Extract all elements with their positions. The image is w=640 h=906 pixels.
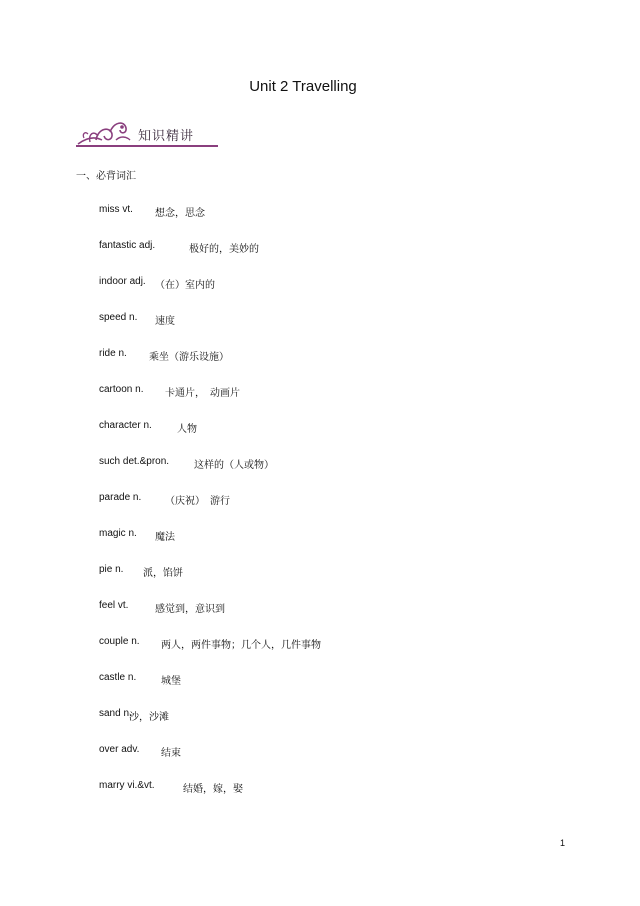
section-heading: 一、必背词汇 bbox=[76, 171, 136, 182]
vocab-word: sand n. bbox=[99, 708, 132, 719]
vocab-meaning: 城堡 bbox=[161, 676, 181, 687]
vocab-word: ride n. bbox=[99, 348, 127, 359]
vocab-word: indoor adj. bbox=[99, 276, 146, 287]
vocab-meaning: 速度 bbox=[155, 316, 175, 327]
banner-title: 知识精讲 bbox=[138, 129, 195, 144]
vocab-meaning: 结束 bbox=[161, 748, 181, 759]
vocab-word: marry vi.&vt. bbox=[99, 780, 155, 791]
vocab-word: miss vt. bbox=[99, 204, 133, 215]
vocab-word: such det.&pron. bbox=[99, 456, 170, 467]
vocab-word: parade n. bbox=[99, 492, 142, 503]
vocab-word: pie n. bbox=[99, 564, 124, 575]
vocab-meaning: 两人，两件事物；几个人，几件事物 bbox=[161, 640, 321, 651]
vocab-meaning: （庆祝） 游行 bbox=[165, 496, 230, 507]
vocab-meaning: 卡通片， 动画片 bbox=[165, 388, 240, 399]
page-title: Unit 2 Travelling bbox=[249, 78, 357, 95]
vocab-meaning: 极好的，美妙的 bbox=[189, 244, 259, 255]
vocab-meaning: 魔法 bbox=[155, 532, 175, 543]
floral-ornament-icon bbox=[76, 118, 136, 146]
vocab-meaning: 这样的（人或物） bbox=[194, 460, 274, 471]
vocab-word: castle n. bbox=[99, 672, 137, 683]
vocab-meaning: （在）室内的 bbox=[155, 280, 215, 291]
vocab-meaning: 派，馅饼 bbox=[143, 568, 183, 579]
vocab-meaning: 感觉到，意识到 bbox=[155, 604, 225, 615]
banner-underline bbox=[76, 145, 218, 147]
vocab-word: fantastic adj. bbox=[99, 240, 156, 251]
vocab-word: character n. bbox=[99, 420, 152, 431]
vocab-word: feel vt. bbox=[99, 600, 129, 611]
vocab-meaning: 想念，思念 bbox=[155, 208, 205, 219]
vocab-word: speed n. bbox=[99, 312, 138, 323]
page-number: 1 bbox=[560, 838, 566, 848]
section-banner bbox=[76, 118, 218, 150]
vocab-word: couple n. bbox=[99, 636, 140, 647]
vocab-meaning: 沙，沙滩 bbox=[129, 712, 169, 723]
vocab-word: cartoon n. bbox=[99, 384, 144, 395]
vocab-meaning: 乘坐（游乐设施） bbox=[149, 352, 229, 363]
vocab-word: magic n. bbox=[99, 528, 137, 539]
vocab-meaning: 人物 bbox=[177, 424, 197, 435]
vocab-meaning: 结婚，嫁，娶 bbox=[183, 784, 243, 795]
vocab-word: over adv. bbox=[99, 744, 140, 755]
